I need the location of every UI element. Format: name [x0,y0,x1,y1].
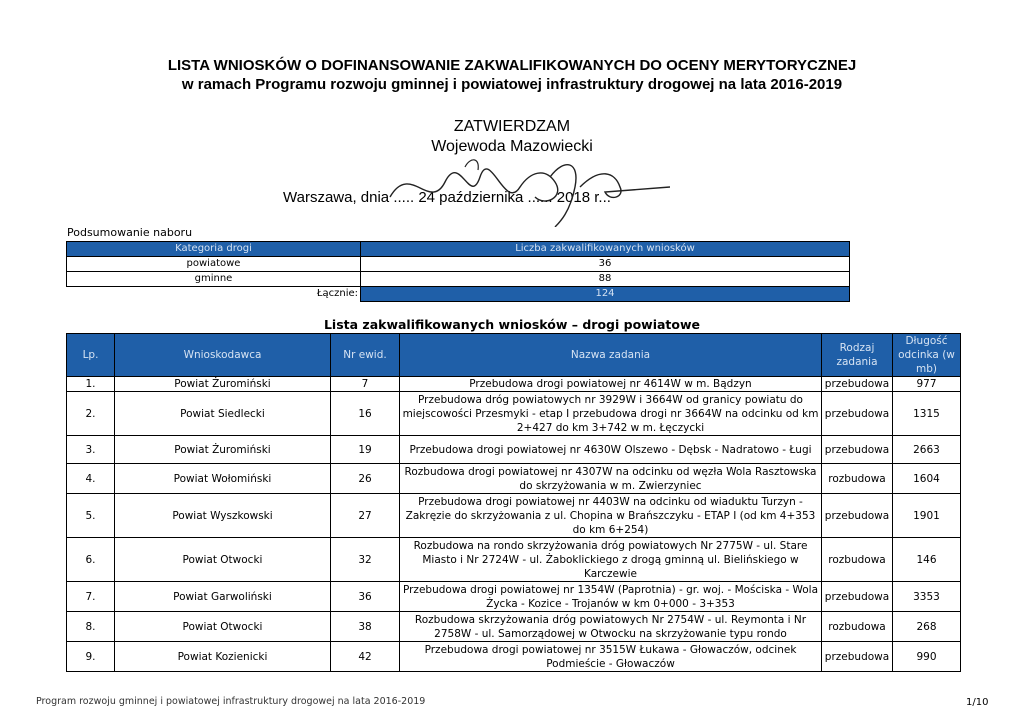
row-applicant: Powiat Żuromiński [115,436,331,464]
row-nr: 16 [331,392,400,436]
row-lp: 2. [67,392,115,436]
row-nr: 27 [331,494,400,538]
row-lp: 3. [67,436,115,464]
row-length: 3353 [893,582,961,612]
row-nr: 32 [331,538,400,582]
list-title: Lista zakwalifikowanych wniosków – drogi powiatowe [323,317,701,332]
row-lp: 6. [67,538,115,582]
col-applicant: Wnioskodawca [115,334,331,377]
row-applicant: Powiat Otwocki [115,538,331,582]
row-length: 1901 [893,494,961,538]
table-row [67,392,961,436]
row-nr: 38 [331,612,400,642]
row-length: 1315 [893,392,961,436]
row-type: przebudowa [822,392,893,436]
col-task: Nazwa zadania [400,334,822,377]
row-length: 2663 [893,436,961,464]
row-type: przebudowa [822,582,893,612]
applications-table [66,333,961,672]
row-lp: 4. [67,464,115,494]
row-task: Przebudowa drogi powiatowej nr 4630W Olszewo - Dębsk - Nadratowo - Ługi [400,436,822,464]
summary-col-count: Liczba zakwalifikowanych wniosków [361,242,850,257]
table-row [67,612,961,642]
approver-title: Wojewoda Mazowiecki [431,138,593,155]
table-row [67,538,961,582]
row-task: Przebudowa drogi powiatowej nr 3515W Łukawa - Głowaczów, odcinek Podmieście - Głowaczów [400,642,822,672]
summary-label: Podsumowanie naboru [67,226,193,239]
row-nr: 19 [331,436,400,464]
col-nr: Nr ewid. [331,334,400,377]
col-lp: Lp. [67,334,115,377]
summary-col-category: Kategoria drogi [67,242,361,257]
row-task: Przebudowa dróg powiatowych nr 3929W i 3664W od granicy powiatu do miejscowości Przesmyki - etap I przebudowa drogi nr 3664W na odcinku od km 2+427 do km 3+742 w m. Łęczycki [400,392,822,436]
document-subtitle: w ramach Programu rozwoju gminnej i powiatowej infrastruktury drogowej na lata 2016-2019 [181,76,843,93]
footer-program: Program rozwoju gminnej i powiatowej infrastruktury drogowej na lata 2016-2019 [36,696,426,707]
summary-count: 36 [361,257,850,272]
table-row [67,582,961,612]
row-lp: 7. [67,582,115,612]
row-task: Przebudowa drogi powiatowej nr 1354W (Paprotnia) - gr. woj. - Mościska - Wola Życka - Kozice - Trojanów w km 0+000 - 3+353 [400,582,822,612]
row-type: rozbudowa [822,612,893,642]
applications-rows [67,377,961,672]
row-nr: 42 [331,642,400,672]
row-type: przebudowa [822,642,893,672]
row-applicant: Powiat Garwoliński [115,582,331,612]
summary-total-label: Łącznie: [67,287,361,302]
table-row [67,464,961,494]
row-task: Przebudowa drogi powiatowej nr 4403W na odcinku od wiaduktu Turzyn - Zakręzie do skrzyżowania z ul. Chopina w Brańszczyku - ETAP I (od km 4+353 do km 6+254) [400,494,822,538]
row-lp: 8. [67,612,115,642]
row-type: przebudowa [822,494,893,538]
row-task: Przebudowa drogi powiatowej nr 4614W w m. Bądzyn [400,377,822,392]
row-length: 1604 [893,464,961,494]
row-nr: 36 [331,582,400,612]
handwritten-signature [370,152,670,227]
approval-heading: ZATWIERDZAM [453,118,571,135]
table-row [67,436,961,464]
row-applicant: Powiat Żuromiński [115,377,331,392]
row-nr: 26 [331,464,400,494]
row-applicant: Powiat Otwocki [115,612,331,642]
row-lp: 1. [67,377,115,392]
row-task: Rozbudowa skrzyżowania dróg powiatowych Nr 2754W - ul. Reymonta i Nr 2758W - ul. Samorządowej w Otwocku na skrzyżowanie typu rondo [400,612,822,642]
row-type: przebudowa [822,377,893,392]
row-length: 977 [893,377,961,392]
summary-category: powiatowe [67,257,361,272]
row-type: rozbudowa [822,464,893,494]
row-applicant: Powiat Kozienicki [115,642,331,672]
row-lp: 5. [67,494,115,538]
row-task: Rozbudowa na rondo skrzyżowania dróg powiatowych Nr 2775W - ul. Stare Miasto i Nr 2724W - ul. Żaboklickiego z drogą gminną ul. Bielińskiego w Karczewie [400,538,822,582]
page-number: 1/10 [966,697,989,708]
row-nr: 7 [331,377,400,392]
summary-total-value: 124 [361,287,850,302]
col-type: Rodzaj zadania [822,334,893,377]
place-date: Warszawa, dnia ..... 24 października ...... 2018 r... [283,189,611,206]
row-applicant: Powiat Wołomiński [115,464,331,494]
row-type: przebudowa [822,436,893,464]
table-row [67,494,961,538]
table-row [67,377,961,392]
summary-table [66,241,850,302]
row-length: 146 [893,538,961,582]
col-length: Długość odcinka (w mb) [893,334,961,377]
document-title: LISTA WNIOSKÓW O DOFINANSOWANIE ZAKWALIFIKOWANYCH DO OCENY MERYTORYCZNEJ [167,57,857,74]
summary-category: gminne [67,272,361,287]
row-applicant: Powiat Siedlecki [115,392,331,436]
row-length: 990 [893,642,961,672]
row-lp: 9. [67,642,115,672]
summary-count: 88 [361,272,850,287]
row-applicant: Powiat Wyszkowski [115,494,331,538]
table-row [67,642,961,672]
row-type: rozbudowa [822,538,893,582]
row-length: 268 [893,612,961,642]
row-task: Rozbudowa drogi powiatowej nr 4307W na odcinku od węzła Wola Rasztowska do skrzyżowania w m. Zwierzyniec [400,464,822,494]
